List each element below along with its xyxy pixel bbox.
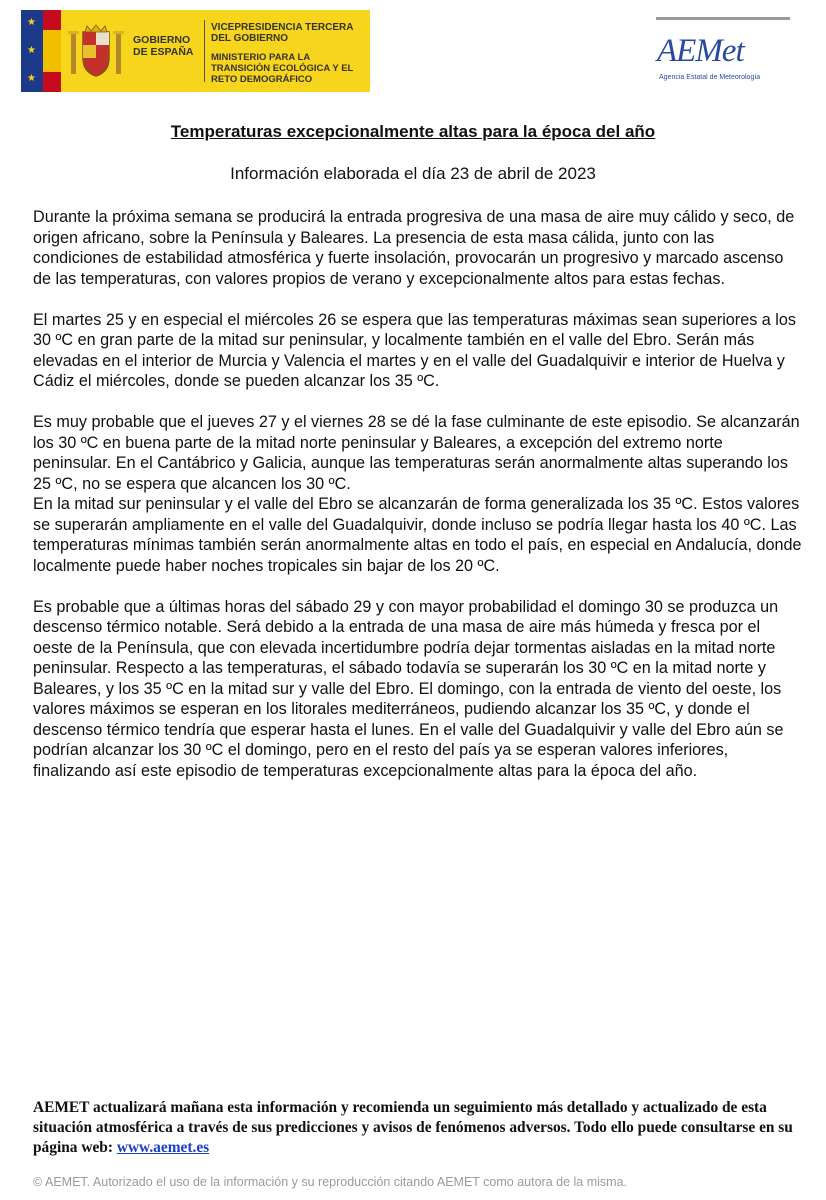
vicepresidency-label: VICEPRESIDENCIA TERCERA DEL GOBIERNO (211, 22, 354, 44)
ministry-label: MINISTERIO PARA LA TRANSICIÓN ECOLÓGICA Y EL RETO DEMOGRÁFICO (211, 52, 354, 85)
paragraph: El martes 25 y en especial el miércoles 26 se espera que las temperaturas máximas sean superiores a los 30 ºC en gran parte de la mitad sur peninsular, y localmente también en el valle del Ebro. Serán más elevadas en el interior de Murcia y Valencia el martes y en el valle del Guadalquivir e interior de Huelva y Cádiz el miércoles, donde se pueden alcanzar los 35 ºC. (33, 310, 796, 390)
aemet-header-rule (656, 17, 790, 20)
aemet-logo-subtitle: Agencia Estatal de Meteorología (659, 74, 761, 81)
document-body (33, 207, 803, 802)
aemet-logo (657, 32, 769, 84)
paragraph: Es muy probable que el jueves 27 y el viernes 28 se dé la fase culminante de este episodio. Se alcanzarán los 30 ºC en buena parte de la mitad norte peninsular y Baleares, a excepción del extremo norte peninsular. En el Cantábrico y Galicia, aunque las temperaturas serán anormalmente altas superando los 25 ºC, no se espera que alcancen los 30 ºC. (33, 413, 800, 493)
document-subtitle: Información elaborada el día 23 de abril de 2023 (230, 164, 596, 183)
footer-note-text: AEMET actualizará mañana esta información y recomienda un seguimiento más detallado y actualizado de esta situación atmosférica a través de sus predicciones y avisos de fenómenos adversos. Todo ello puede consultarse en su página web: (33, 1099, 793, 1156)
aemet-website-link[interactable]: www.aemet.es (116, 1139, 210, 1156)
paragraph: En la mitad sur peninsular y el valle del Ebro se alcanzarán de forma generalizada los 35 ºC. Estos valores se superarán ampliamente en el valle del Guadalquivir, donde incluso se podría llegar hasta los 40 ºC. Las temperaturas mínimas también serán anormalmente altas en todo el país, en especial en Andalucía, donde localmente puede haber noches tropicales sin bajar de los 20 ºC. (33, 495, 802, 575)
government-banner (21, 10, 370, 92)
document-title: Temperaturas excepcionalmente altas para la época del año (170, 122, 656, 141)
banner-divider (204, 20, 205, 82)
aemet-logo-word: AEMet (657, 33, 744, 69)
paragraph: Es probable que a últimas horas del sábado 29 y con mayor probabilidad el domingo 30 se produzca un descenso térmico notable. Será debido a la entrada de una masa de aire más húmeda y fresca por el oeste de la Península, que con elevada incertidumbre podría dejar tormentas aisladas en la mitad norte peninsular. Respecto a las temperaturas, el sábado todavía se superarán los 30 ºC en la mitad norte y Baleares, y los 35 ºC en la mitad sur y valle del Ebro. El domingo, con la entrada de viento del oeste, los valores máximos se esperan en los litorales mediterráneos, pudiendo alcanzar los 35 ºC, y donde el descenso térmico tendría que esperar hasta el lunes. En el valle del Guadalquivir y valle del Ebro aún se podrían alcanzar los 30 ºC el domingo, pero en el resto del país ya se esperan valores inferiores, finalizando así este episodio de temperaturas excepcionalmente altas para la época del año. (33, 597, 784, 780)
footer-note (33, 1098, 803, 1158)
paragraph: Durante la próxima semana se producirá la entrada progresiva de una masa de aire muy cálido y seco, de origen africano, sobre la Península y Baleares. La presencia de esta masa cálida, junto con las condiciones de estabilidad atmosférica y fuerte insolación, provocarán un progresivo y marcado ascenso de las temperaturas, con valores propios de verano y excepcionalmente altos para estas fechas. (33, 208, 795, 288)
eu-stars-icon: ★ ★ ★ (21, 10, 43, 92)
copyright-notice: © AEMET. Autorizado el uso de la información y su reproducción citando AEMET como autora de la misma. (33, 1175, 627, 1189)
government-name: GOBIERNO DE ESPAÑA (133, 34, 194, 58)
coat-of-arms-icon (65, 24, 127, 80)
